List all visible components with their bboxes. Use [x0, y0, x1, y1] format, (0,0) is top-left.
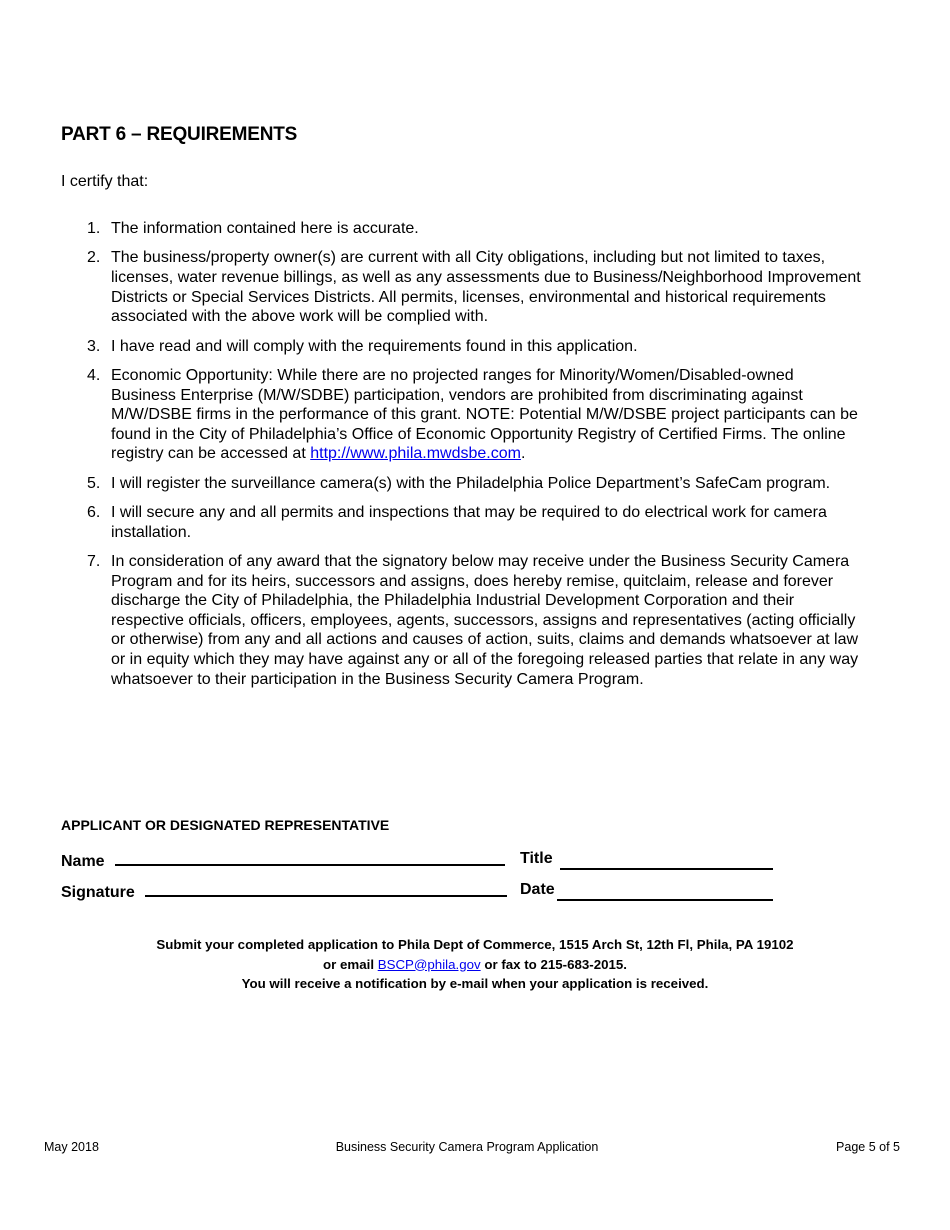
requirements-list [61, 219, 861, 699]
name-label: Name [61, 853, 105, 870]
item-text: In consideration of any award that the signatory below may receive under the Business Security Camera Program and for its heirs, successors and assigns, does hereby remise, quitclaim, release and forever discharge the City of Philadelphia, the Philadelphia Industrial Development Corporation and their respective officials, officers, employees, agents, successors, assigns and representatives (acting officially or otherwise) from any and all actions and causes of action, suits, claims and demands whatsoever at law or in equity which they may have against any or all of the foregoing released parties that relate in any way whatsoever to their participation in the Business Security Camera Program. [111, 553, 859, 688]
item-text: Economic Opportunity: While there are no projected ranges for Minority/Women/Disabled-owned Business Enterprise (M/W/SDBE) participation, vendors are prohibited from discriminating against M/W/DSBE firms in the performance of this grant. NOTE: Potential M/W/DSBE project participants can be found in the City of Philadelphia’s Office of Economic Opportunity Registry of Certified Firms. The online registry can be accessed at [111, 366, 858, 463]
item-text: The information contained here is accurate. [111, 220, 419, 237]
name-title-row [61, 850, 553, 871]
footer-date: May 2018 [44, 1140, 99, 1154]
item-number: 1. [87, 220, 101, 237]
signature-date-row [61, 881, 555, 902]
title-label: Title [520, 850, 553, 867]
item-number: 5. [87, 474, 101, 492]
submit-line-2-start: or email [323, 956, 378, 972]
page-heading: PART 6 – REQUIREMENTS [61, 124, 298, 145]
mwdsbe-registry-link[interactable]: http://www.phila.mwdsbe.com [310, 445, 521, 463]
footer-page-number: Page 5 of 5 [836, 1140, 900, 1154]
footer-title: Business Security Camera Program Application [335, 1140, 599, 1154]
item-number: 6. [87, 504, 101, 522]
certify-intro: I certify that: [61, 173, 149, 190]
submit-line-2 [0, 955, 950, 975]
submit-line-3: You will receive a notification by e-mail when your application is received. [241, 976, 709, 991]
item-text: I will register the surveillance camera(s) with the Philadelphia Police Department’s SafeCam program. [111, 474, 831, 492]
list-item [61, 248, 861, 326]
submit-line-2-end: or fax to 215-683-2015. [480, 956, 627, 972]
list-item [61, 503, 861, 542]
item-text-end: . [520, 445, 526, 463]
item-text: I will secure any and all permits and inspections that may be required to do electrical work for camera installation. [111, 504, 827, 541]
item-number: 2. [87, 249, 101, 267]
item-number: 4. [87, 366, 101, 384]
submit-line-1: Submit your completed application to Phila Dept of Commerce, 1515 Arch St, 12th Fl, Phila, PA 19102 [156, 937, 794, 952]
name-field-line[interactable] [115, 850, 505, 866]
signature-label: Signature [61, 884, 135, 901]
submission-instructions [0, 935, 950, 994]
list-item [61, 366, 861, 464]
applicant-heading: APPLICANT OR DESIGNATED REPRESENTATIVE [61, 817, 390, 833]
item-text: I have read and will comply with the requirements found in this application. [111, 337, 638, 355]
item-number: 7. [87, 553, 101, 571]
list-item [61, 219, 861, 239]
item-number: 3. [87, 337, 101, 355]
item-text-with-link [111, 366, 861, 464]
date-field-line[interactable] [557, 885, 773, 901]
list-item [61, 552, 861, 689]
list-item [61, 337, 861, 357]
title-field-line[interactable] [560, 854, 773, 870]
item-text: The business/property owner(s) are current with all City obligations, including but not limited to taxes, licenses, water revenue billings, as well as any assessments due to Business/Neighborhood Improvement Districts or Special Services Districts. All permits, licenses, environmental and historical requirements associated with the above work will be complied with. [111, 249, 861, 326]
date-label: Date [520, 881, 555, 898]
list-item [61, 474, 861, 494]
signature-field-line[interactable] [145, 881, 507, 897]
email-link[interactable]: BSCP@phila.gov [377, 956, 481, 972]
